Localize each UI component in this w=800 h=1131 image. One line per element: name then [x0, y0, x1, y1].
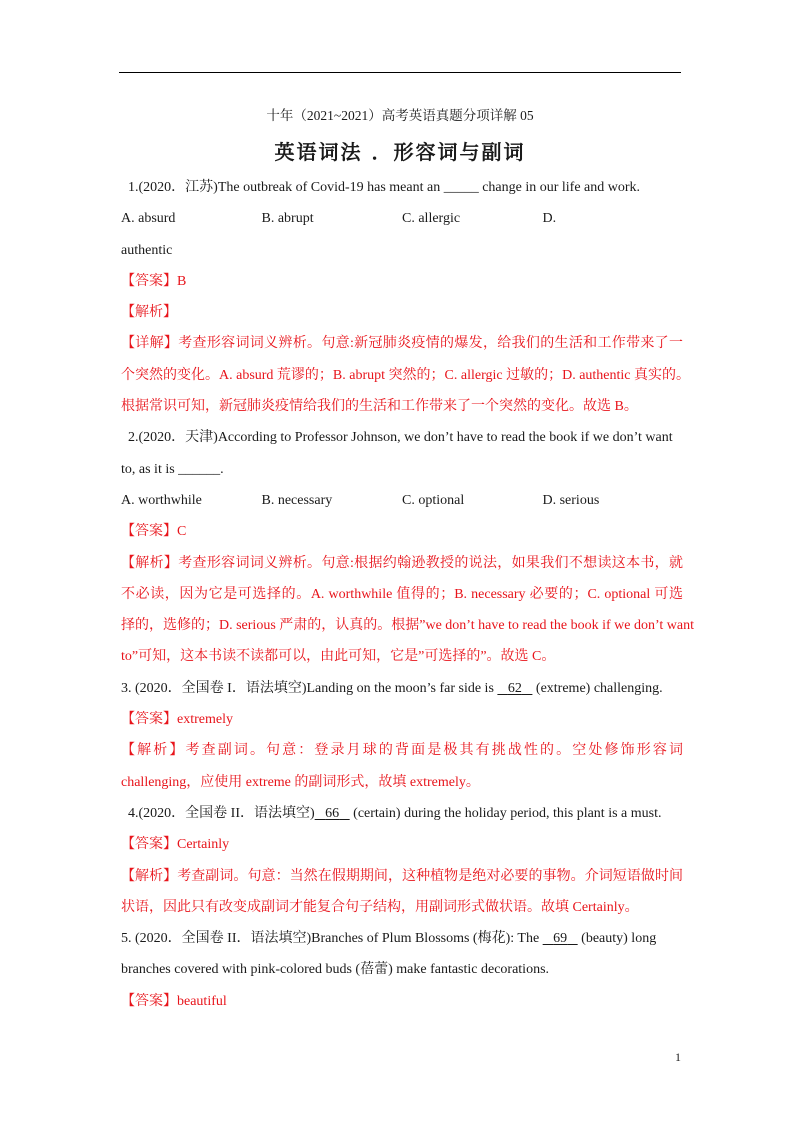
- q2-options: [121, 485, 683, 516]
- q2-analysis-1: 【解析】考查形容词词义辨析。句意:根据约翰逊教授的说法，如果我们不想读这本书，就: [121, 555, 683, 571]
- q5-stem-2: branches covered with pink-colored buds (蓓蕾) make fantastic decorations.: [121, 962, 550, 978]
- q1-option-c: C. allergic: [402, 211, 461, 227]
- page-number: 1: [675, 1050, 681, 1064]
- q4-stem-pre: 4.(2020．全国卷 II．语法填空): [128, 805, 315, 821]
- q2-option-a: A. worthwhile: [121, 492, 202, 508]
- q2-stem-1: 2.(2020．天津)According to Professor Johnson, we don’t have to read the book if we don’t want: [128, 430, 673, 446]
- q5-stem: [121, 923, 683, 954]
- q5-stem-pre: 5. (2020．全国卷 II．语法填空)Branches of Plum Blossoms (梅花): The: [121, 931, 543, 947]
- doc-title: 英语词法 ．形容词与副词: [274, 140, 526, 164]
- q1-option-a: A. absurd: [121, 211, 176, 227]
- q2-answer: 【答案】C: [121, 524, 187, 540]
- q4-answer: 【答案】Certainly: [121, 837, 230, 853]
- q1-options: [121, 203, 683, 234]
- q2-analysis-4: to”可知，这本书读不读都可以，由此可知，它是”可选择的”。故选 C。: [121, 649, 556, 665]
- q5-stem-post: (beauty) long: [577, 931, 657, 947]
- q3-blank: [497, 673, 532, 704]
- q2-analysis-2: 不必读，因为它是可选择的。A. worthwhile 值得的；B. necessary 必要的；C. optional 可选: [121, 586, 683, 602]
- q4-analysis-2: 状语，因此只有改变成副词才能复合句子结构，用副词形式做状语。故填 Certainly。: [121, 899, 639, 915]
- q1-answer: 【答案】B: [121, 273, 187, 289]
- q3-analysis-1: 【解析】考查副词。句意：登录月球的背面是极其有挑战性的。空处修饰形容词: [121, 743, 683, 759]
- content: [121, 172, 695, 1017]
- q5-blank: [543, 923, 578, 954]
- q1-option-d: D.: [542, 211, 557, 227]
- q1-option-d-cont: authentic: [121, 242, 173, 258]
- q2-option-c: C. optional: [402, 492, 465, 508]
- q4-blank-number: 66: [325, 805, 340, 821]
- q4-analysis-1: 【解析】考查副词。句意：当然在假期期间，这种植物是绝对必要的事物。介词短语做时间: [121, 868, 683, 884]
- q3-stem-pre: 3. (2020．全国卷 I．语法填空)Landing on the moon’s far side is: [121, 680, 498, 696]
- q2-stem-2: to, as it is ______.: [121, 461, 224, 477]
- top-rule: [119, 72, 681, 73]
- q4-blank: [315, 798, 350, 829]
- q2-option-b: B. necessary: [261, 492, 333, 508]
- q1-detail-3: 根据常识可知，新冠肺炎疫情给我们的生活和工作带来了一个突然的变化。故选 B。: [121, 399, 638, 415]
- q4-stem: [121, 798, 683, 829]
- q1-stem: 1.(2020．江苏)The outbreak of Covid-19 has meant an _____ change in our life and work.: [128, 180, 641, 195]
- q1-detail-2: 个突然的变化。A. absurd 荒谬的；B. abrupt 突然的；C. allergic 过敏的；D. authentic 真实的。: [121, 367, 691, 383]
- q4-stem-post: (certain) during the holiday period, this plant is a must.: [349, 805, 662, 821]
- q5-answer: 【答案】beautiful: [121, 993, 227, 1009]
- q2-option-d: D. serious: [542, 492, 600, 508]
- q1-option-b: B. abrupt: [261, 211, 314, 227]
- q3-analysis-2: challenging，应使用 extreme 的副词形式，故填 extremely。: [121, 774, 480, 790]
- doc-subtitle: 十年（2021~2021）高考英语真题分项详解 05: [266, 108, 534, 123]
- q5-blank-number: 69: [553, 931, 568, 947]
- q1-detail-1: 【详解】考查形容词词义辨析。句意:新冠肺炎疫情的爆发，给我们的生活和工作带来了一: [121, 336, 683, 352]
- q3-stem-post: (extreme) challenging.: [532, 680, 663, 696]
- q3-stem: [121, 673, 683, 704]
- q3-answer: 【答案】extremely: [121, 712, 233, 728]
- q2-analysis-3: 择的，选修的；D. serious 严肃的，认真的。根据”we don’t have to read the book if we don’t want: [121, 618, 695, 634]
- q1-analysis-label: 【解析】: [121, 305, 177, 321]
- q3-blank-number: 62: [507, 680, 522, 696]
